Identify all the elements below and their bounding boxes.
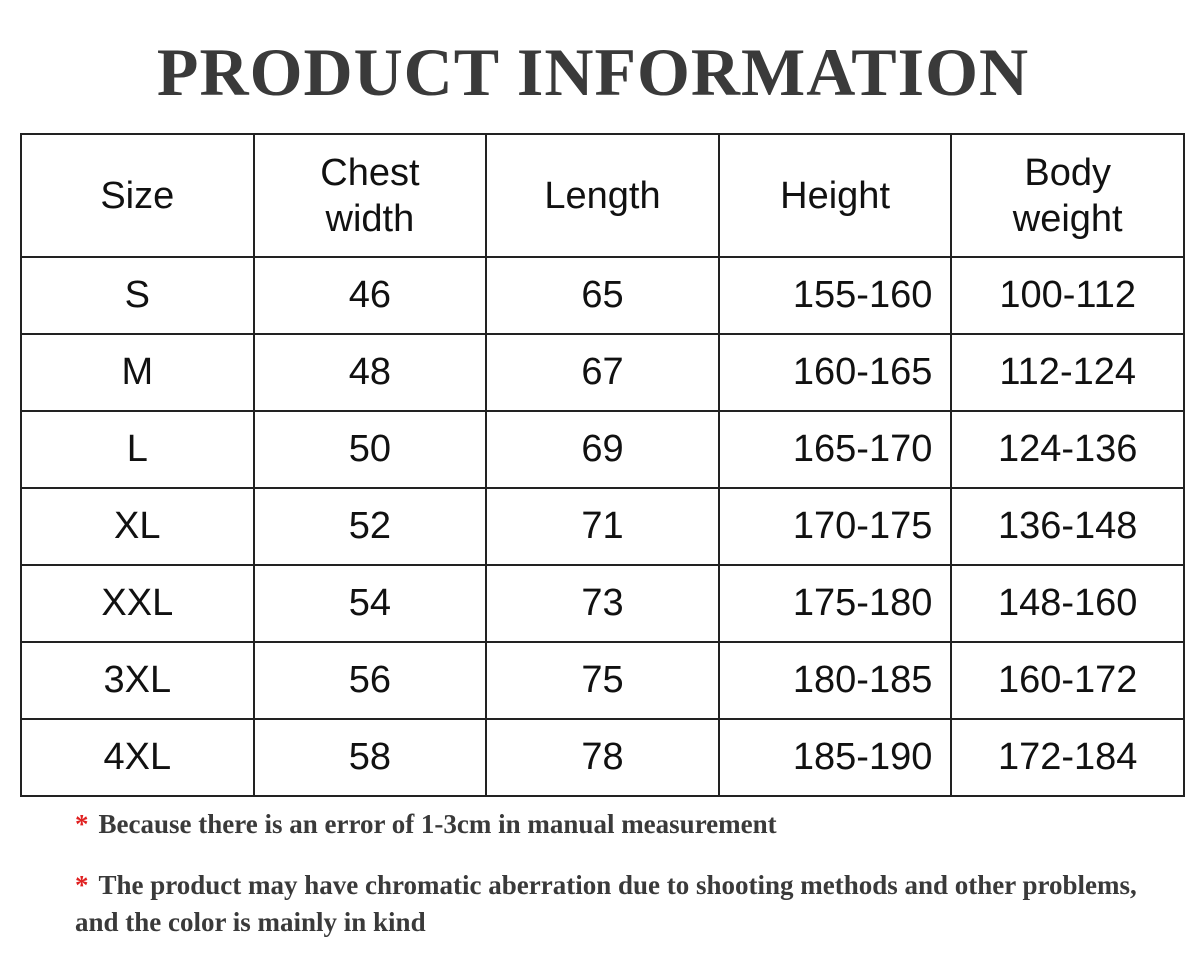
cell-chest-width: 48 — [254, 334, 487, 411]
cell-height: 155-160 — [719, 257, 952, 334]
header-chest-width: Chest width — [254, 134, 487, 257]
cell-body-weight: 160-172 — [951, 642, 1184, 719]
cell-length: 78 — [486, 719, 719, 796]
table-row — [21, 565, 1184, 642]
table-row — [21, 411, 1184, 488]
cell-chest-width: 52 — [254, 488, 487, 565]
header-length: Length — [486, 134, 719, 257]
cell-length: 73 — [486, 565, 719, 642]
cell-chest-width: 54 — [254, 565, 487, 642]
table-row — [21, 488, 1184, 565]
header-body-weight: Body weight — [951, 134, 1184, 257]
cell-body-weight: 112-124 — [951, 334, 1184, 411]
table-header-row — [21, 134, 1184, 257]
asterisk-icon: * — [75, 870, 89, 900]
cell-height: 170-175 — [719, 488, 952, 565]
cell-chest-width: 56 — [254, 642, 487, 719]
cell-body-weight: 100-112 — [951, 257, 1184, 334]
cell-length: 69 — [486, 411, 719, 488]
asterisk-icon: * — [75, 809, 89, 839]
cell-chest-width: 50 — [254, 411, 487, 488]
note-text: Because there is an error of 1-3cm in manual measurement — [98, 809, 777, 839]
cell-size: S — [21, 257, 254, 334]
cell-length: 67 — [486, 334, 719, 411]
cell-length: 75 — [486, 642, 719, 719]
cell-height: 175-180 — [719, 565, 952, 642]
cell-height: 165-170 — [719, 411, 952, 488]
cell-size: 3XL — [21, 642, 254, 719]
table-row — [21, 334, 1184, 411]
cell-size: XL — [21, 488, 254, 565]
header-size: Size — [21, 134, 254, 257]
cell-height: 160-165 — [719, 334, 952, 411]
page-title: PRODUCT INFORMATION — [156, 34, 1030, 110]
cell-body-weight: 136-148 — [951, 488, 1184, 565]
cell-body-weight: 124-136 — [951, 411, 1184, 488]
cell-body-weight: 172-184 — [951, 719, 1184, 796]
note-text: The product may have chromatic aberration due to shooting methods and other problems, and the color is mainly in kind — [75, 870, 1137, 937]
cell-length: 65 — [486, 257, 719, 334]
cell-size: 4XL — [21, 719, 254, 796]
cell-length: 71 — [486, 488, 719, 565]
header-height: Height — [719, 134, 952, 257]
table-row — [21, 642, 1184, 719]
note-measurement-error — [75, 806, 1185, 843]
cell-height: 185-190 — [719, 719, 952, 796]
cell-body-weight: 148-160 — [951, 565, 1184, 642]
note-chromatic-aberration — [75, 867, 1185, 941]
cell-size: M — [21, 334, 254, 411]
cell-chest-width: 46 — [254, 257, 487, 334]
cell-chest-width: 58 — [254, 719, 487, 796]
cell-height: 180-185 — [719, 642, 952, 719]
table-row — [21, 257, 1184, 334]
notes-section — [75, 806, 1185, 941]
cell-size: XXL — [21, 565, 254, 642]
size-chart-table — [20, 133, 1185, 797]
table-row — [21, 719, 1184, 796]
cell-size: L — [21, 411, 254, 488]
